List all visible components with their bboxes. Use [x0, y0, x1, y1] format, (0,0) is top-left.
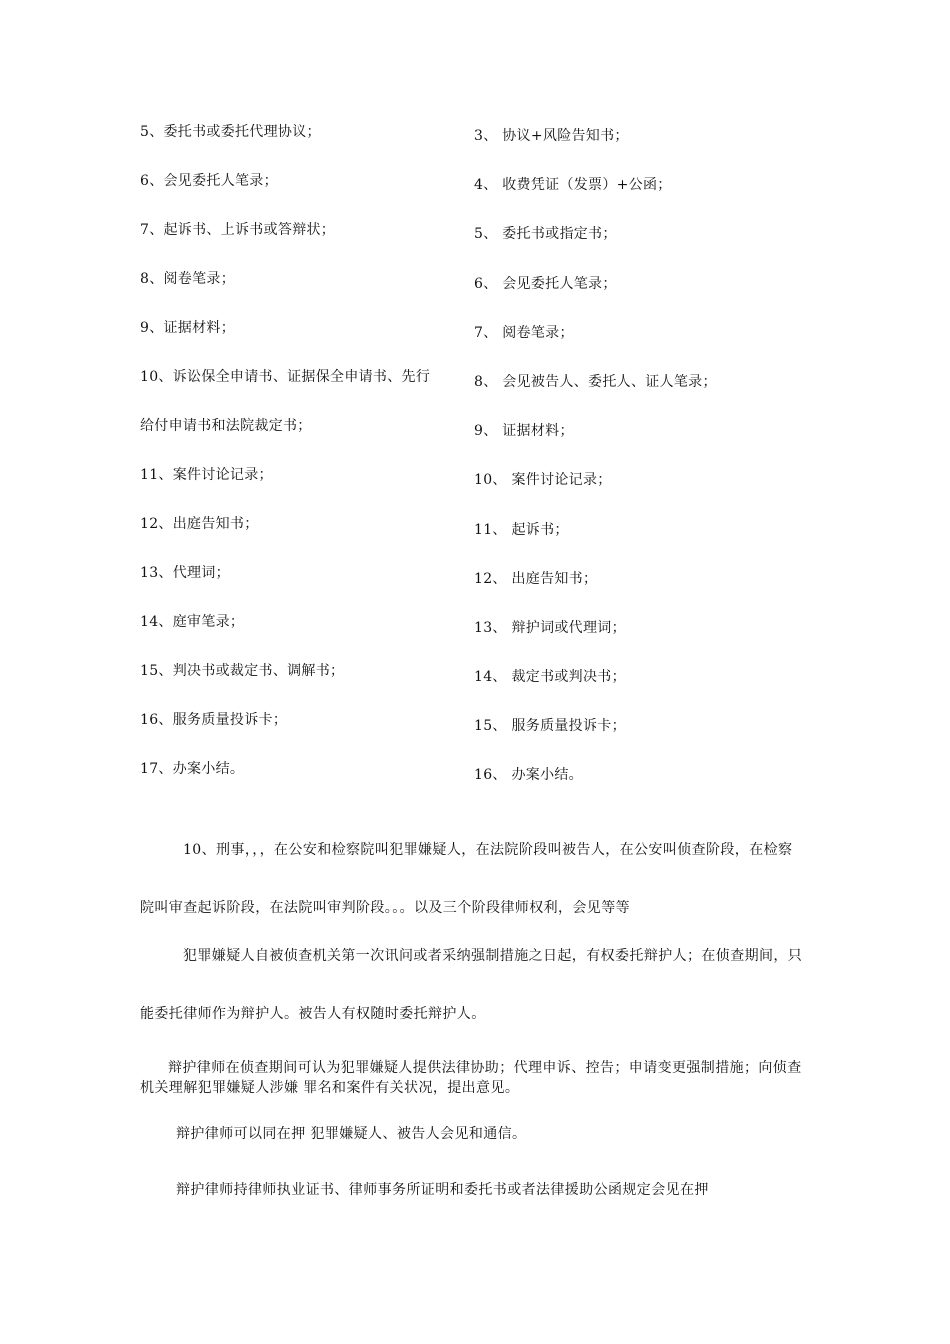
list-item: 17、办案小结。 [140, 761, 245, 777]
list-item: 14、 裁定书或判决书； [474, 669, 626, 686]
list-item: 14、庭审笔录； [140, 614, 245, 630]
paragraph-meeting-documents: 辩护律师持律师执业证书、律师事务所证明和委托书或者法律援助公函规定会见在押 [176, 1182, 709, 1198]
list-item: 13、代理词； [140, 565, 230, 581]
list-item: 10、 案件讨论记录； [474, 472, 612, 489]
list-item: 5、委托书或委托代理协议； [140, 124, 321, 140]
list-item: 7、起诉书、上诉书或答辩状； [140, 222, 336, 238]
list-item: 6、 会见委托人笔录； [474, 275, 617, 292]
list-item: 9、证据材料； [140, 320, 236, 336]
left-file-list [140, 124, 470, 810]
list-item-continuation: 给付申请书和法院裁定书； [140, 418, 312, 434]
paragraph-criminal-stages: 10、刑事，，，在公安和检察院叫犯罪嫌疑人，在法院阶段叫被告人，在公安叫侦查阶段，在检察院叫审查起诉阶段，在法院叫审判阶段。。。以及三个阶段律师权利，会见等等 [140, 842, 793, 916]
paragraph-defender-duties: 辩护律师在侦查期间可认为犯罪嫌疑人提供法律协助；代理申诉、控告；申请变更强制措施；向侦查机关理解犯罪嫌疑人涉嫌 罪名和案件有关状况，提出意见。 [140, 1060, 802, 1096]
list-item: 11、 起诉书； [474, 521, 569, 538]
list-item: 9、 证据材料； [474, 423, 574, 440]
list-item: 16、服务质量投诉卡； [140, 712, 288, 728]
list-item: 16、 办案小结。 [474, 767, 583, 784]
paragraph-meeting-rights: 辩护律师可以同在押 犯罪嫌疑人、被告人会见和通信。 [176, 1126, 527, 1142]
right-file-list [474, 128, 804, 817]
list-item: 3、 协议+风险告知书； [474, 128, 629, 144]
list-item: 12、出庭告知书； [140, 516, 259, 532]
list-item: 6、会见委托人笔录； [140, 173, 278, 189]
list-item: 13、 辩护词或代理词； [474, 619, 626, 636]
list-item: 10、诉讼保全申请书、证据保全申请书、先行 [140, 369, 431, 385]
list-item: 5、 委托书或指定书； [474, 226, 617, 243]
list-item: 8、阅卷笔录； [140, 271, 236, 287]
list-item: 15、 服务质量投诉卡； [474, 718, 626, 735]
list-item: 7、 阅卷笔录； [474, 324, 574, 341]
list-item: 11、案件讨论记录； [140, 467, 273, 483]
paragraph-right-to-defender: 犯罪嫌疑人自被侦查机关第一次讯问或者采纳强制措施之日起，有权委托辩护人；在侦查期间，只能委托律师作为辩护人。被告人有权随时委托辩护人。 [140, 948, 803, 1022]
list-item: 4、 收费凭证（发票）+公函； [474, 177, 672, 194]
list-item: 8、 会见被告人、委托人、证人笔录； [474, 373, 717, 390]
list-item: 12、 出庭告知书； [474, 570, 598, 587]
list-item: 15、判决书或裁定书、调解书； [140, 663, 345, 679]
